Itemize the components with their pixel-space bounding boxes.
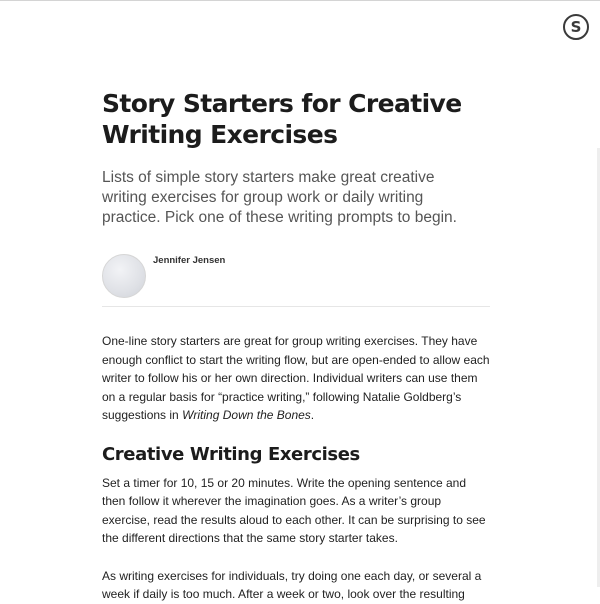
paragraph-intro [102, 332, 492, 425]
author-name[interactable]: Jennifer Jensen [153, 255, 226, 266]
article [102, 88, 494, 604]
paragraph-intro-end: . [310, 408, 315, 422]
author-byline [102, 254, 494, 306]
paragraph-timer: Set a timer for 10, 15 or 20 minutes. Write the opening sentence and then follow it wherever the imagination goes. As a writer’s group exercise, read the results aloud to each other. It can be surprising to see the different directions that the same story starter takes. [102, 475, 486, 545]
article-title: Story Starters for Creative Writing Exercises [102, 89, 462, 149]
site-logo-icon[interactable] [563, 14, 589, 40]
article-subtitle: Lists of simple story starters make great creative writing exercises for group work or daily writing practice. Pick one of these writing prompts to begin. [102, 169, 457, 226]
section-heading: Creative Writing Exercises [102, 443, 360, 465]
paragraph-individuals: As writing exercises for individuals, try doing one each day, or several a week if daily is too much. After a week or two, look over the resulting [102, 568, 482, 601]
logo-letter: S [570, 17, 582, 36]
avatar-icon[interactable] [102, 254, 146, 298]
divider [102, 306, 490, 307]
paragraph-intro-text: One-line story starters are great for group writing exercises. They have enough conflict to start the writing flow, but are open-ended to allow each writer to follow his or her own direction. Individual writers can use them on a regular basis for “practice writing,” following Natalie Goldberg’s suggestions in [102, 334, 490, 422]
top-border [0, 0, 600, 1]
book-title: Writing Down the Bones [182, 408, 311, 422]
